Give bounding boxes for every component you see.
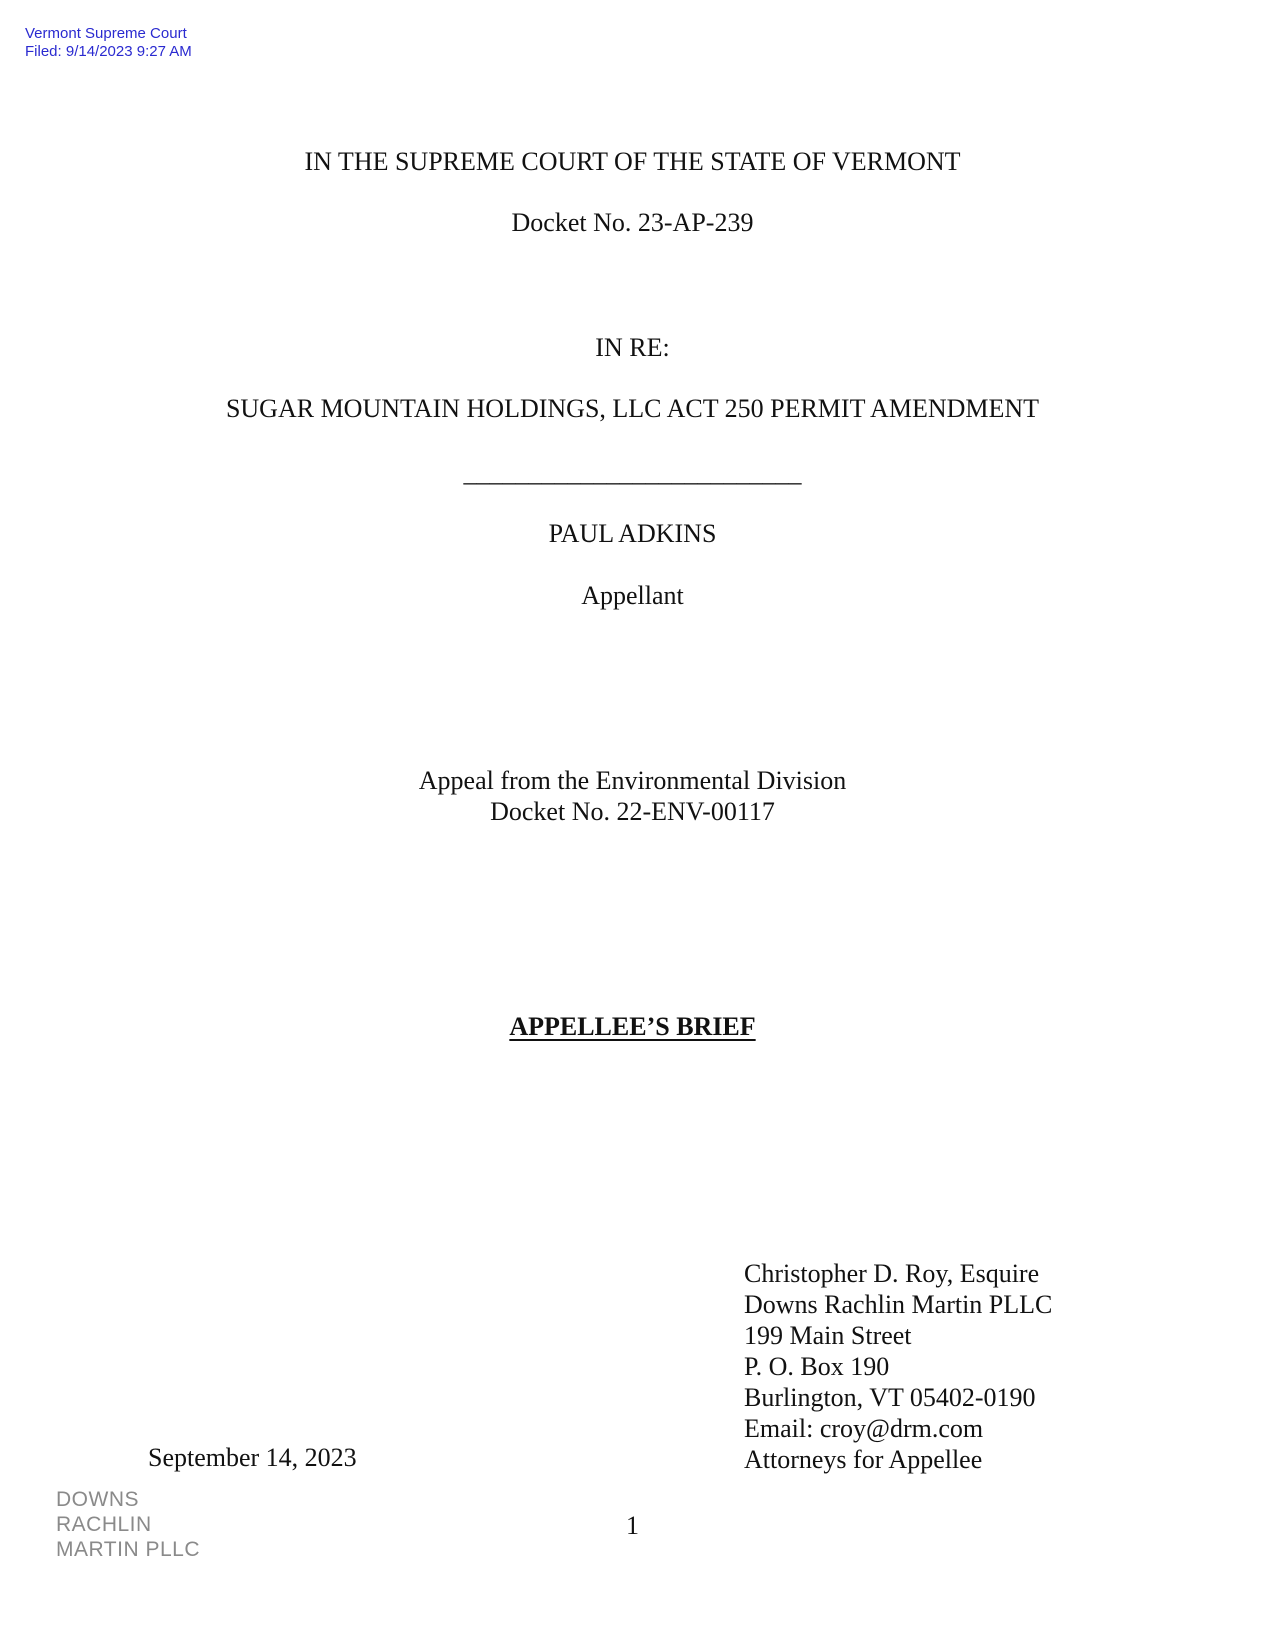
docket-number: Docket No. 23-AP-239 — [511, 208, 754, 237]
caption-separator: __________________________ — [463, 458, 802, 487]
matter-title: SUGAR MOUNTAIN HOLDINGS, LLC ACT 250 PERMIT AMENDMENT — [225, 394, 1040, 423]
appeal-from: Appeal from the Environmental Division — [418, 766, 847, 795]
attorney-line: Christopher D. Roy, Esquire — [744, 1259, 1040, 1288]
filing-stamp-date: Filed: 9/14/2023 9:27 AM — [25, 43, 192, 60]
filing-stamp-court: Vermont Supreme Court — [25, 25, 187, 42]
lower-court-docket: Docket No. 22-ENV-00117 — [490, 797, 775, 826]
attorney-line: Downs Rachlin Martin PLLC — [744, 1290, 1053, 1319]
attorney-line: Email: croy@drm.com — [744, 1414, 984, 1443]
party-name: PAUL ADKINS — [548, 519, 717, 548]
party-role: Appellant — [581, 581, 684, 610]
firm-logo-line: MARTIN PLLC — [56, 1538, 200, 1561]
brief-title: APPELLEE’S BRIEF — [509, 1012, 756, 1041]
attorney-signature-block — [744, 1258, 1052, 1475]
in-re-heading: IN RE: — [595, 333, 670, 362]
attorney-line: Attorneys for Appellee — [744, 1445, 983, 1474]
filing-date: September 14, 2023 — [148, 1443, 357, 1472]
firm-logo — [56, 1487, 200, 1562]
firm-logo-line: DOWNS — [56, 1488, 139, 1511]
firm-logo-line: RACHLIN — [56, 1513, 152, 1536]
attorney-line: P. O. Box 190 — [744, 1352, 890, 1381]
court-name: IN THE SUPREME COURT OF THE STATE OF VERMONT — [304, 147, 961, 176]
attorney-line: 199 Main Street — [744, 1321, 912, 1350]
page-number: 1 — [626, 1511, 639, 1540]
filing-stamp — [25, 25, 192, 61]
attorney-line: Burlington, VT 05402-0190 — [744, 1383, 1036, 1412]
